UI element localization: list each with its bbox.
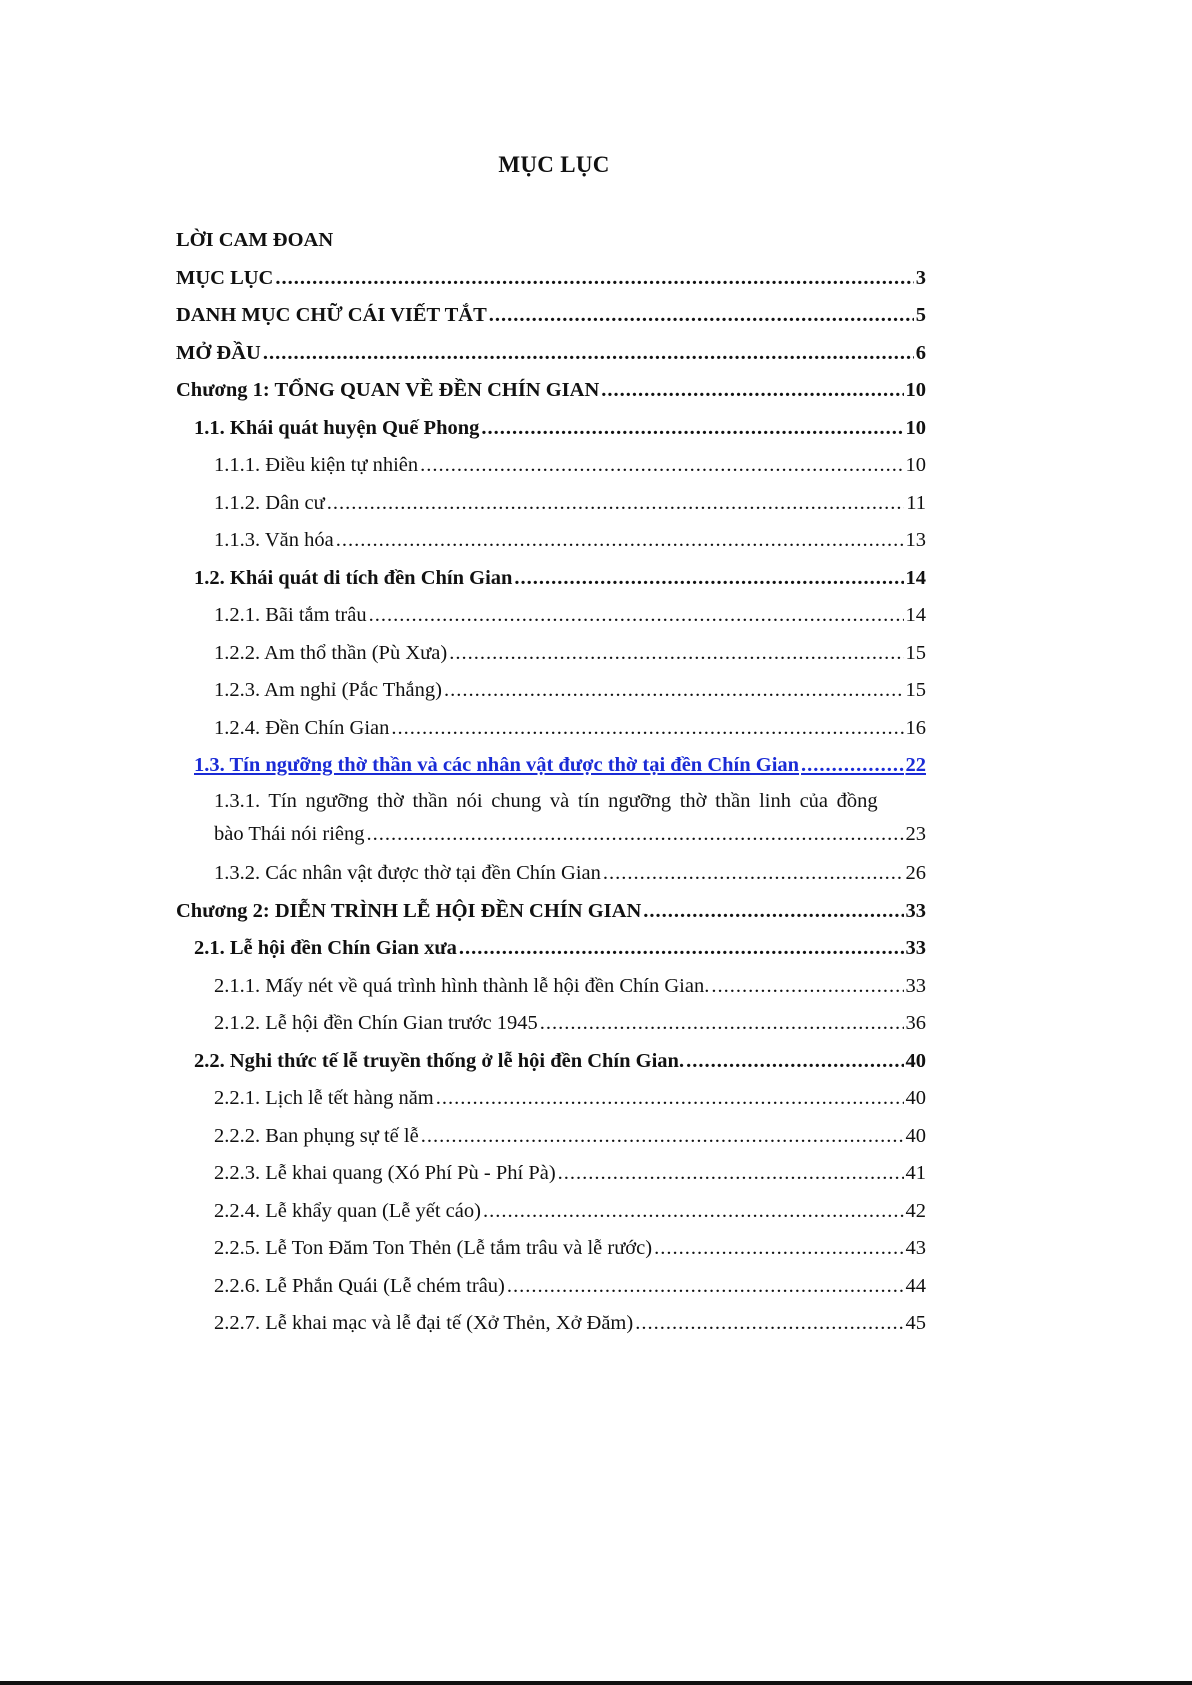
dot-leader <box>711 976 903 997</box>
toc-entry-label-line1 <box>214 776 926 814</box>
dot-leader <box>483 1201 904 1222</box>
dot-leader <box>327 493 905 514</box>
toc-entry-loi-cam-doan[interactable] <box>176 213 926 251</box>
toc-entry-1-2-2[interactable] <box>176 626 926 664</box>
toc-entry-label: 2.2.6. Lễ Phắn Quái (Lễ chém trâu) <box>214 1274 505 1297</box>
toc-entry-1-1-2[interactable] <box>176 476 926 514</box>
dot-leader <box>635 1313 903 1334</box>
toc-entry-1-2[interactable] <box>176 551 926 589</box>
toc-entry-label: 2.2.7. Lễ khai mạc và lễ đại tế (Xở Thẻn, Xở Đăm) <box>214 1312 634 1334</box>
dot-leader <box>686 1051 903 1072</box>
toc-entry-1-3-2[interactable] <box>176 846 926 884</box>
toc-page-number: 45 <box>905 1312 926 1334</box>
dot-leader <box>367 823 904 846</box>
toc-entry-label: 1.1.2. Dân cư <box>214 491 325 514</box>
toc-page-number: 15 <box>905 641 926 664</box>
toc-page-number: 10 <box>905 454 926 476</box>
toc-page-number: 36 <box>905 1012 926 1034</box>
toc-entry-1-3-link[interactable] <box>176 738 926 776</box>
dot-leader <box>489 305 914 326</box>
toc-page-number: 22 <box>905 754 926 776</box>
dot-leader <box>801 755 903 776</box>
toc-entry-label: 2.2.4. Lễ khẩy quan (Lễ yết cáo) <box>214 1199 481 1222</box>
dot-leader <box>436 1088 904 1109</box>
toc-page-number: 26 <box>905 862 926 884</box>
toc-entry-label: 2.1.2. Lễ hội đền Chín Gian trước 1945 <box>214 1012 538 1034</box>
toc-entry-mo-dau[interactable] <box>176 326 926 364</box>
dot-leader <box>643 901 903 922</box>
toc-entry-chuong-2[interactable] <box>176 884 926 922</box>
dot-leader <box>601 380 903 401</box>
toc-entry-label: 2.2.5. Lễ Ton Đăm Ton Thẻn (Lễ tắm trâu và lễ rước) <box>214 1237 653 1259</box>
toc-entry-2-2-3[interactable] <box>176 1146 926 1184</box>
toc-entry-2-2-1[interactable] <box>176 1071 926 1109</box>
toc-entry-label: 2.1.1. Mấy nét về quá trình hình thành lễ hội đền Chín Gian. <box>214 974 710 997</box>
toc-page-number: 40 <box>905 1087 926 1109</box>
toc-page-number: 41 <box>905 1162 926 1184</box>
toc-entry-label: Chương 2: DIỄN TRÌNH LỄ HỘI ĐỀN CHÍN GIAN <box>176 899 642 922</box>
dot-leader <box>603 863 904 884</box>
toc-page-number: 33 <box>905 974 926 997</box>
toc-entry-label: LỜI CAM ĐOAN <box>176 229 334 251</box>
toc-page-number: 43 <box>905 1237 926 1259</box>
page-bottom-border <box>0 1681 1192 1685</box>
toc-entry-1-2-1[interactable] <box>176 588 926 626</box>
toc-page-number: 40 <box>905 1049 926 1072</box>
dot-leader <box>540 1013 904 1034</box>
toc-entry-2-1-1[interactable] <box>176 959 926 997</box>
toc-page-number: 14 <box>905 566 926 589</box>
toc-page-number: 44 <box>905 1274 926 1297</box>
toc-entry-label: 1.2.1. Bãi tắm trâu <box>214 604 367 626</box>
toc-entry-label: MỞ ĐẦU <box>176 341 261 364</box>
dot-leader <box>459 938 904 959</box>
toc-page-number: 42 <box>905 1199 926 1222</box>
toc-entry-2-2-2[interactable] <box>176 1109 926 1147</box>
dot-leader <box>391 718 903 739</box>
dot-leader <box>421 1126 904 1147</box>
toc-entry-danh-muc[interactable] <box>176 288 926 326</box>
toc-entry-label: 1.3.1. Tín ngưỡng thờ thần nói chung và tín ngưỡng thờ thần linh của đồng <box>214 790 878 812</box>
toc-entry-2-2-6[interactable] <box>176 1259 926 1297</box>
toc-page-number: 13 <box>905 529 926 551</box>
toc-entry-2-2[interactable] <box>176 1034 926 1072</box>
toc-entry-label: DANH MỤC CHỮ CÁI VIẾT TẮT <box>176 304 487 326</box>
dot-leader <box>514 568 903 589</box>
toc-page-number: 5 <box>915 304 926 326</box>
toc-entry-label: 1.1.3. Văn hóa <box>214 529 334 551</box>
toc-page-number: 33 <box>905 937 926 959</box>
dot-leader <box>420 455 903 476</box>
toc-page-number: 11 <box>906 491 926 514</box>
toc-entry-2-2-4[interactable] <box>176 1184 926 1222</box>
toc-entry-1-1-1[interactable] <box>176 438 926 476</box>
toc-entry-label: 2.2.1. Lịch lễ tết hàng năm <box>214 1087 434 1109</box>
toc-entry-label: Chương 1: TỔNG QUAN VỀ ĐỀN CHÍN GIAN <box>176 379 600 401</box>
toc-entry-label: 1.2.4. Đền Chín Gian <box>214 716 390 739</box>
toc-page-number: 33 <box>905 899 926 922</box>
dot-leader <box>369 605 904 626</box>
toc-entry-label: 1.1. Khái quát huyện Quế Phong <box>194 416 480 439</box>
toc-entry-chuong-1[interactable] <box>176 363 926 401</box>
toc-entry-label: 2.2. Nghi thức tế lễ truyền thống ở lễ hội đền Chín Gian. <box>194 1049 685 1072</box>
toc-entry-label: 1.3.2. Các nhân vật được thờ tại đền Chín Gian <box>214 862 601 884</box>
toc-entry-1-1[interactable] <box>176 401 926 439</box>
dot-leader <box>449 643 903 664</box>
page-title: MỤC LỤC <box>498 152 610 177</box>
toc-page-number: 10 <box>905 416 926 439</box>
dot-leader <box>507 1276 904 1297</box>
dot-leader <box>263 343 914 364</box>
toc-page-number: 10 <box>905 379 926 401</box>
toc-entry-label: 1.2.3. Am nghỉ (Pắc Thắng) <box>214 679 442 701</box>
toc-entry-muc-luc[interactable] <box>176 251 926 289</box>
toc-entry-1-2-3[interactable] <box>176 663 926 701</box>
toc-entry-2-2-7[interactable] <box>176 1296 926 1334</box>
toc-entry-label: 1.2. Khái quát di tích đền Chín Gian <box>194 566 513 589</box>
dot-leader <box>481 418 903 439</box>
toc-entry-label: MỤC LỤC <box>176 266 274 289</box>
toc-entry-label: 1.1.1. Điều kiện tự nhiên <box>214 454 419 476</box>
dot-leader <box>336 530 904 551</box>
dot-leader <box>558 1163 904 1184</box>
table-of-contents <box>176 213 926 1334</box>
toc-entry-label: bào Thái nói riêng <box>214 823 365 845</box>
toc-page-number: 15 <box>905 679 926 701</box>
toc-entry-1-2-4[interactable] <box>176 701 926 739</box>
toc-entry-label: 2.1. Lễ hội đền Chín Gian xưa <box>194 937 457 959</box>
toc-entry-2-2-5[interactable] <box>176 1221 926 1259</box>
toc-entry-2-1[interactable] <box>176 921 926 959</box>
toc-page-number: 14 <box>905 604 926 626</box>
toc-entry-1-1-3[interactable] <box>176 513 926 551</box>
toc-entry-line2 <box>176 813 926 846</box>
toc-page-number: 6 <box>915 341 926 364</box>
toc-entry-label: 2.2.2. Ban phụng sự tế lễ <box>214 1124 419 1147</box>
toc-entry-label: 1.3. Tín ngưỡng thờ thần và các nhân vật được thờ tại đền Chín Gian <box>194 754 800 776</box>
toc-page-number: 40 <box>905 1124 926 1147</box>
toc-page-number: 3 <box>915 266 926 289</box>
toc-entry-label: 1.2.2. Am thổ thần (Pù Xưa) <box>214 641 448 664</box>
toc-page-number: 16 <box>905 716 926 739</box>
dot-leader <box>444 680 904 701</box>
toc-entry-label: 2.2.3. Lễ khai quang (Xó Phí Pù - Phí Pà) <box>214 1162 556 1184</box>
dot-leader <box>654 1238 903 1259</box>
dot-leader <box>275 268 913 289</box>
toc-entry-2-1-2[interactable] <box>176 996 926 1034</box>
toc-page-number: 23 <box>905 823 926 845</box>
toc-entry-1-3-1[interactable] <box>176 776 926 847</box>
